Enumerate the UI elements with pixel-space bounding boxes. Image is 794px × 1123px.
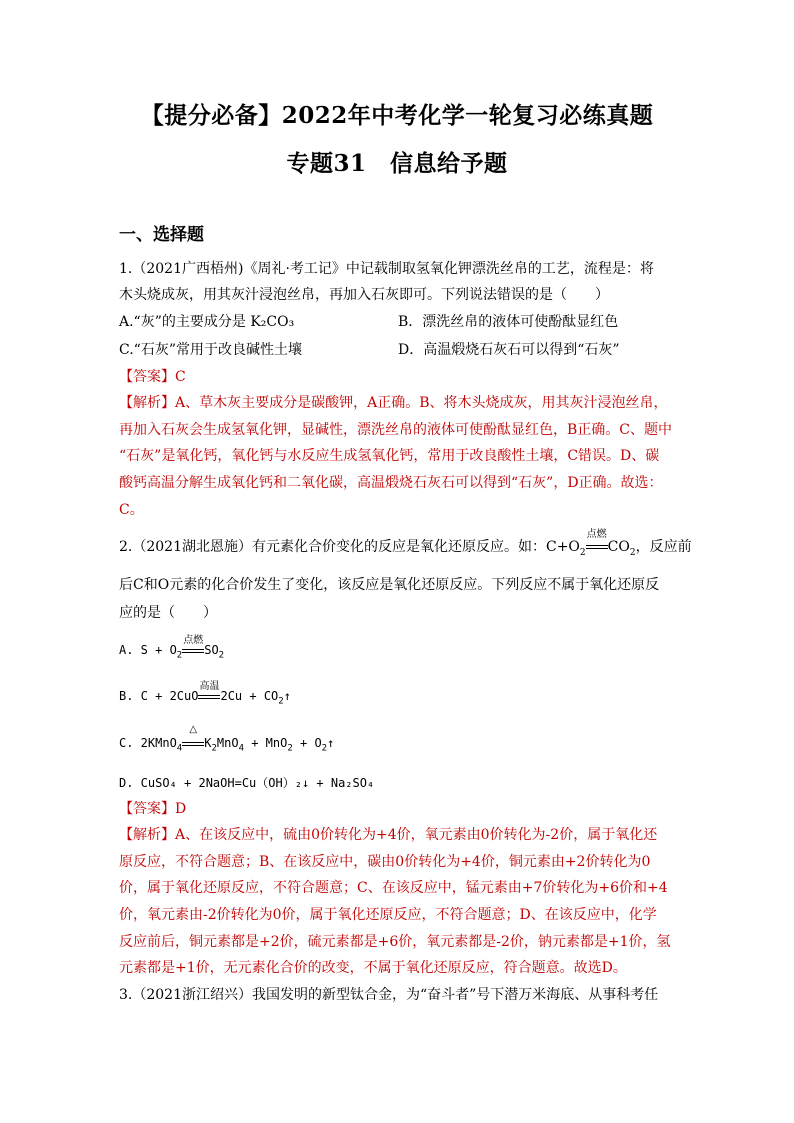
q1-analysis-line1 <box>119 393 679 413</box>
q2-option-b-reactants: B. C + 2CuO <box>119 689 199 703</box>
q2-stem-text1: 2.（2021湖北恩施）有元素化合价变化的反应是氧化还原反应。如：C+O <box>119 539 580 555</box>
q1-answer-label: 【答案】 <box>119 369 175 385</box>
q2-option-c-gas-arrow: ↑ <box>327 736 335 750</box>
q2-stem-text3: ，反应前 <box>635 539 692 555</box>
q1-analysis-label: 【解析】 <box>119 395 175 411</box>
q2-analysis-line3: 价，属于氧化还原反应，不符合题意；C、在该反应中，锰元素由+7价转化为+6价和+4 <box>119 880 668 896</box>
q2-stem-condition <box>586 529 608 557</box>
q1-analysis-text1: A、草木灰主要成分是碳酸钾，A正确。B、将木头烧成灰，用其灰汁浸泡丝帛， <box>175 395 668 411</box>
q2-stem-text2: CO <box>607 539 630 555</box>
q1-analysis-line2: 再加入石灰会生成氢氧化钾，显碱性，漂洗丝帛的液体可使酚酞显红色，B正确。C、题中 <box>119 422 672 438</box>
q2-option-a-products: SO <box>204 643 219 657</box>
q2-analysis-line2: 原反应，不符合题意；B、在该反应中，碳由0价转化为+4价，铜元素由+2价转化为0 <box>119 854 651 870</box>
document-title: 【提分必备】2022年中考化学一轮复习必练真题 <box>140 102 654 129</box>
q2-option-c-product-o2: + O <box>292 736 322 750</box>
q2-option-a-condition <box>182 635 204 657</box>
q1-option-c: C.“石灰”常用于改良碱性土壤 <box>119 342 302 358</box>
q2-stem-line3: 应的是（ ） <box>119 605 217 621</box>
q1-analysis-line3: “石灰”是氧化钙，氧化钙与水反应生成氢氧化钙，常用于改良酸性土壤，C错误。D、碳 <box>119 448 660 464</box>
q2-option-c: C. 2KMnO$_4$ △ $K_2MnO_4 + MnO_2$ + $O_2↑$ <box>119 724 335 754</box>
section-heading: 一、选择题 <box>119 225 204 245</box>
q2-option-b-condition <box>198 681 220 703</box>
q2-option-c-product-k: K <box>204 736 212 750</box>
q2-option-b-condition-label: 高温 <box>199 681 220 692</box>
q2-answer-value: D <box>175 801 187 817</box>
q1-answer <box>119 367 679 387</box>
q1-stem-line1: 1.（2021广西梧州)《周礼·考工记》中记载制取氢氧化钾漂洗丝帛的工艺，流程是：将 <box>119 261 654 277</box>
q2-analysis-line5: 反应前后，铜元素都是+2价，硫元素都是+6价，氧元素都是-2价，钠元素都是+1价，氢 <box>119 934 671 950</box>
q2-analysis-line4: 价，氧元素由-2价转化为0价，属于氧化还原反应，不符合题意；D、在该反应中，化学 <box>119 907 657 923</box>
q2-answer <box>119 799 679 819</box>
q2-analysis-line6: 元素都是+1价，无元素化合价的改变，不属于氧化还原反应，符合题意。故选D。 <box>119 960 627 976</box>
q2-option-c-product-mno2: + MnO <box>243 736 288 750</box>
q1-answer-value: C <box>175 369 186 385</box>
q2-analysis-text1: A、在该反应中，硫由0价转化为+4价，氧元素由0价转化为-2价，属于氧化还 <box>175 827 658 843</box>
q2-analysis-line1 <box>119 825 679 845</box>
q2-option-a: A. $S + O_2$ 点燃 $SO_2$ <box>119 643 224 660</box>
q2-option-b-products: 2Cu + CO <box>220 689 279 703</box>
q2-option-c-condition-label: △ <box>189 724 198 735</box>
q1-option-d: D．高温煅烧石灰石可以得到“石灰” <box>398 342 620 358</box>
q2-option-b: B. C + 2CuO 高温 $2Cu + CO_2↑$ <box>119 689 291 706</box>
q2-stem-line1: 2.（2021湖北恩施）有元素化合价变化的反应是氧化还原反应。如：$C+O_2$ 点燃 $CO_2$，反应前 <box>119 537 679 563</box>
q2-option-a-reactants: A. S + O <box>119 643 177 657</box>
q2-option-c-reactants: C. 2KMnO <box>119 736 177 750</box>
q3-stem-line1: 3.（2021浙江绍兴）我国发明的新型钛合金，为“奋斗者”号下潜万米海底、从事科考任 <box>119 987 659 1003</box>
q1-analysis-line5: C。 <box>119 502 144 518</box>
q2-option-c-condition <box>182 724 204 750</box>
q1-analysis-line4: 酸钙高温分解生成氧化钙和二氧化碳，高温煅烧石灰石可以得到“石灰”，D正确。故选： <box>119 475 663 491</box>
document-subtitle: 专题31 信息给予题 <box>286 150 508 177</box>
q2-answer-label: 【答案】 <box>119 801 175 817</box>
q2-option-c-product-mno: MnO <box>216 736 239 750</box>
q1-option-a: A.“灰”的主要成分是 K₂CO₃ <box>119 314 295 330</box>
q1-option-b: B．漂洗丝帛的液体可使酚酞显红色 <box>398 314 619 330</box>
q2-option-a-condition-label: 点燃 <box>183 635 204 646</box>
q2-stem-condition-label: 点燃 <box>586 529 607 540</box>
q2-stem-line2: 后C和O元素的化合价发生了变化，该反应是氧化还原反应。下列反应不属于氧化还原反 <box>119 577 660 593</box>
q2-option-b-gas-arrow: ↑ <box>283 689 291 703</box>
q1-stem-line2: 木头烧成灰，用其灰汁浸泡丝帛，再加入石灰即可。下列说法错误的是（ ） <box>119 287 609 303</box>
q2-option-d: D. CuSO₄ + 2NaOH=Cu（OH）₂↓ + Na₂SO₄ <box>119 776 375 790</box>
q2-analysis-label: 【解析】 <box>119 827 175 843</box>
